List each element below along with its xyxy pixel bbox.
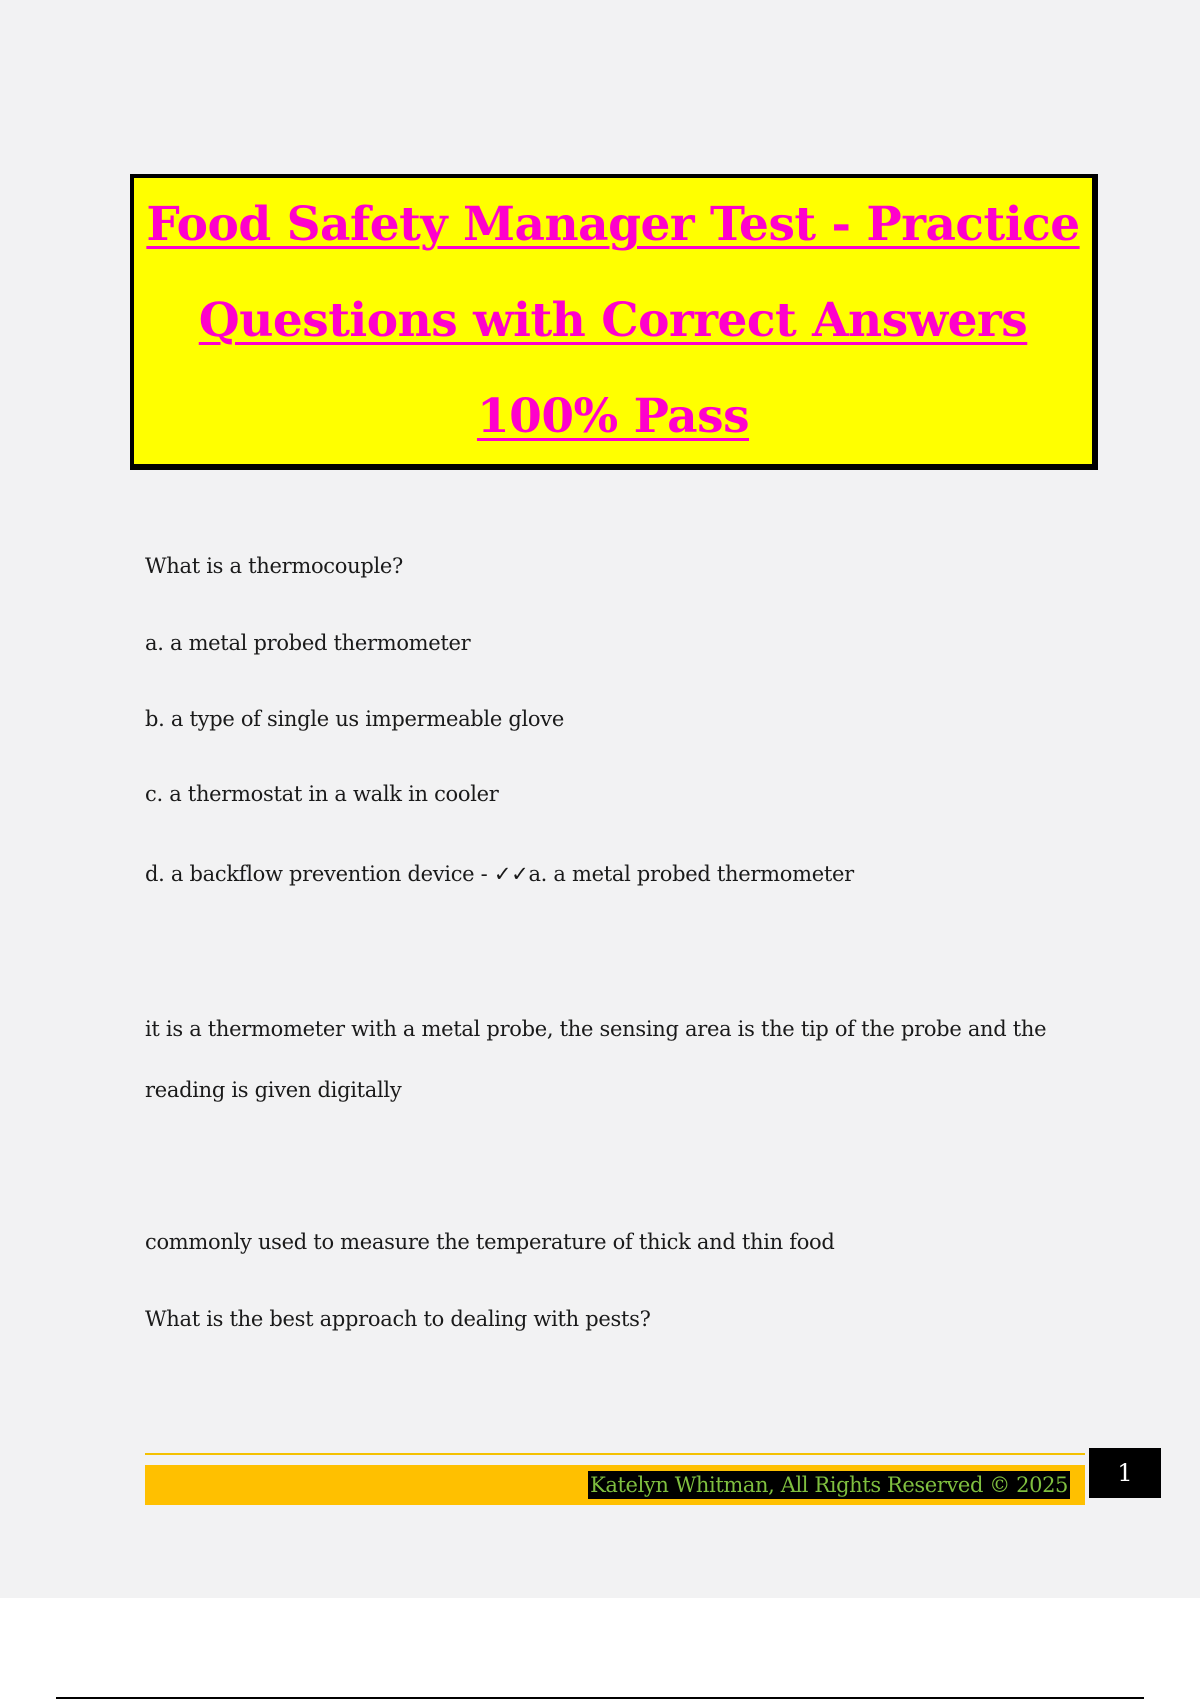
footer-bar [145,1465,1085,1505]
page-number: 1 [1089,1448,1161,1498]
checkmark-icon: ✓✓ [493,862,529,886]
correct-answer: a. a metal probed thermometer [528,862,854,886]
option-a: a. a metal probed thermometer [145,631,471,655]
usage-note: commonly used to measure the temperature of thick and thin food [145,1230,835,1254]
option-b: b. a type of single us impermeable glove [145,707,564,731]
footer-copyright: Katelyn Whitman, All Rights Reserved © 2025 [590,1473,1068,1497]
option-c: c. a thermostat in a walk in cooler [145,782,499,806]
option-d: d. a backflow prevention device - [145,862,494,886]
document-title: Food Safety Manager Test - Practice Questions with Correct Answers 100% Pass [146,197,1080,444]
bottom-rule [56,1697,1144,1699]
footer-divider [145,1453,1085,1455]
explanation-text: it is a thermometer with a metal probe, the sensing area is the tip of the probe and the reading is given digitally [145,1017,1047,1102]
title-box [130,174,1098,470]
question-text: What is a thermocouple? [145,554,403,578]
question-text: What is the best approach to dealing with pests? [145,1307,651,1331]
option-d-line [145,862,1085,886]
